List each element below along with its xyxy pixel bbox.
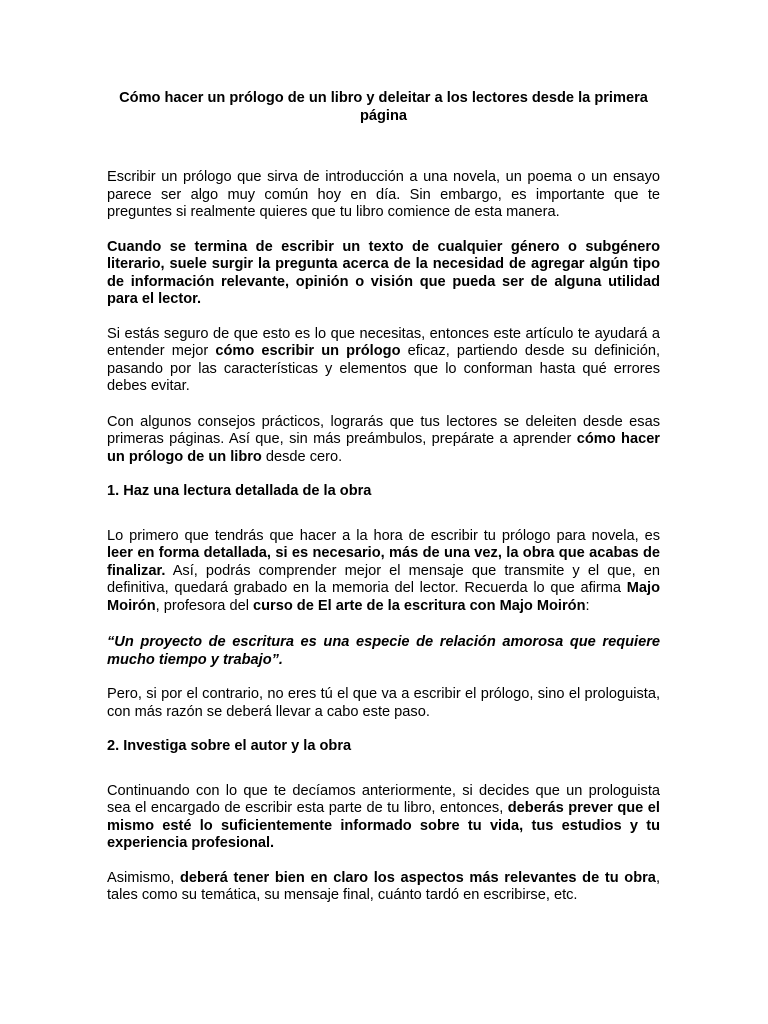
text-run: Continuando con lo que te decíamos anteriormente, si decides que un prologuista sea el encargado de escribir esta parte de tu libro, entonces, bbox=[107, 782, 660, 816]
text-run: Así, podrás comprender mejor el mensaje que transmite y el que, en definitiva, quedará grabado en la memoria del lector. Recuerda lo que afirma bbox=[107, 562, 660, 596]
text-run: , profesora del bbox=[155, 597, 253, 614]
text-run: Lo primero que tendrás que hacer a la hora de escribir tu prólogo para novela, es bbox=[107, 527, 660, 544]
document-page bbox=[107, 90, 660, 905]
text-run: Con algunos consejos prácticos, lograrás que tus lectores se deleiten desde esas primeras páginas. Así que, sin más preámbulos, prepárate a aprender bbox=[107, 413, 660, 447]
document-title: Cómo hacer un prólogo de un libro y deleitar a los lectores desde la primera página bbox=[119, 90, 648, 124]
bold-run: deberás prever que el mismo esté lo suficientemente informado sobre tu vida, tus estudios y tu experiencia profesional. bbox=[107, 800, 660, 851]
text-run: desde cero. bbox=[261, 448, 343, 465]
section-heading-1: 1. Haz una lectura detallada de la obra bbox=[107, 483, 372, 499]
section-heading-2: 2. Investiga sobre el autor y la obra bbox=[107, 738, 352, 754]
paragraph-article-purpose bbox=[107, 326, 660, 396]
text-run: eficaz, partiendo desde su definición, pasando por las características y elementos que lo conforman hasta qué errores debes evitar. bbox=[107, 343, 660, 394]
paragraph-relevant-aspects bbox=[107, 870, 660, 905]
bold-run: leer en forma detallada, si es necesario, más de una vez, la obra que acabas de finalizar. bbox=[107, 545, 660, 579]
bold-run: curso de El arte de la escritura con Majo Moirón bbox=[253, 597, 586, 614]
paragraph-prologuist: Pero, si por el contrario, no eres tú el que va a escribir el prólogo, sino el prologuista, con más razón se deberá llevar a cabo este paso. bbox=[107, 686, 660, 720]
paragraph-practical-tips bbox=[107, 414, 660, 467]
quote: “Un proyecto de escritura es una especie de relación amorosa que requiere mucho tiempo y trabajo”. bbox=[107, 634, 660, 668]
paragraph-detailed-reading bbox=[107, 528, 660, 616]
paragraph-author-research bbox=[107, 783, 660, 853]
text-run: Si estás seguro de que esto es lo que necesitas, entonces este artículo te ayudará a entender mejor bbox=[107, 325, 660, 359]
text-run: , tales como su temática, su mensaje final, cuánto tardó en escribirse, etc. bbox=[107, 869, 660, 903]
bold-run: cómo escribir un prólogo bbox=[215, 343, 401, 359]
paragraph-bold-question: Cuando se termina de escribir un texto de cualquier género o subgénero literario, suele surgir la pregunta acerca de la necesidad de agregar algún tipo de información relevante, opinión o visión que pueda ser de alguna utilidad para el lector. bbox=[107, 238, 660, 307]
paragraph-intro: Escribir un prólogo que sirva de introducción a una novela, un poema o un ensayo parece ser algo muy común hoy en día. Sin embargo, es importante que te preguntes si realmente quieres que tu libro comience de esta manera. bbox=[107, 169, 660, 220]
text-run: : bbox=[585, 597, 590, 614]
bold-run: cómo hacer un prólogo de un libro bbox=[107, 431, 660, 465]
bold-run: Majo Moirón bbox=[107, 580, 660, 614]
text-run: Asimismo, bbox=[107, 869, 180, 886]
bold-run: deberá tener bien en claro los aspectos más relevantes de tu obra bbox=[179, 869, 656, 886]
